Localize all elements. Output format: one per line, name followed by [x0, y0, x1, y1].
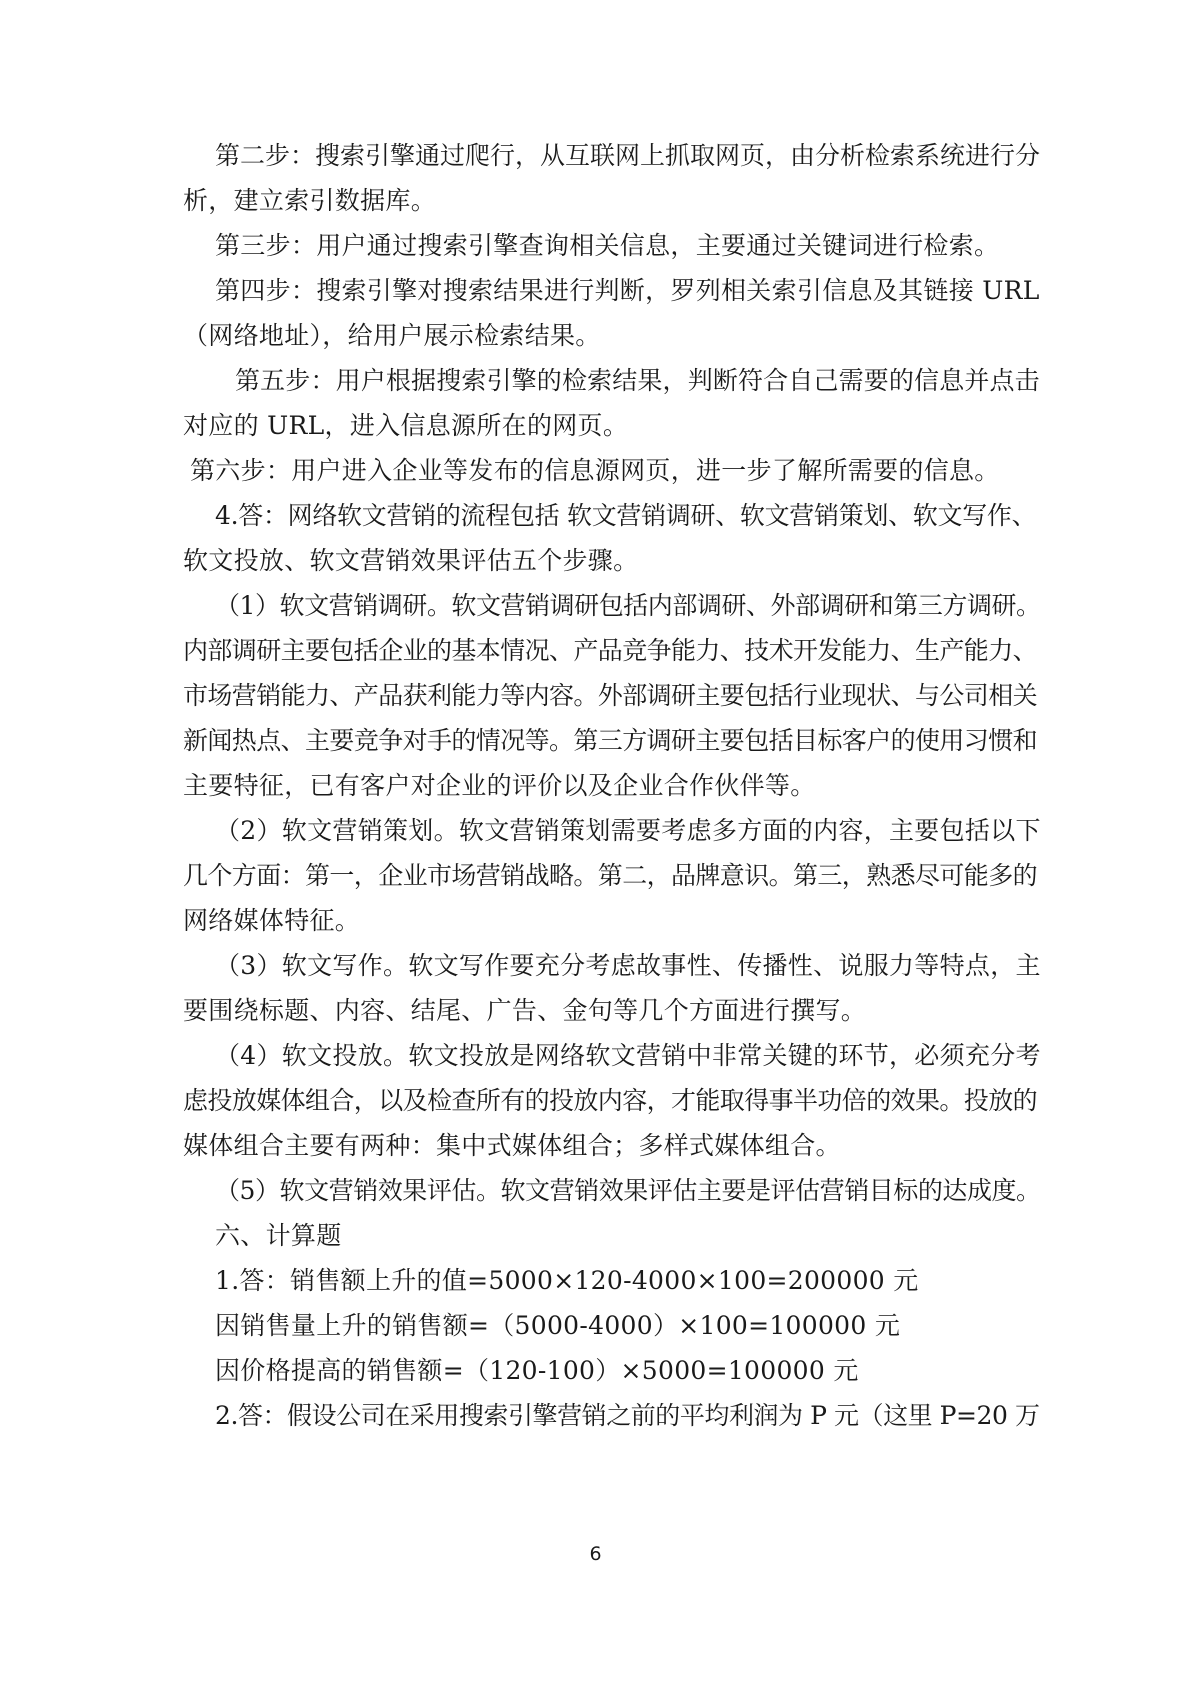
text-line: 几个方面：第一，企业市场营销战略。第二，品牌意识。第三，熟悉尽可能多的: [183, 861, 1038, 890]
text-line: 因价格提高的销售额=（120-100）×5000=100000 元: [215, 1356, 859, 1385]
text-line: 第五步：用户根据搜索引擎的检索结果，判断符合自己需要的信息并点击: [235, 366, 1040, 395]
text-line: （网络地址），给用户展示检索结果。: [183, 321, 601, 350]
text-line: 软文投放、软文营销效果评估五个步骤。: [183, 546, 639, 575]
text-line: 新闻热点、主要竞争对手的情况等。第三方调研主要包括目标客户的使用习惯和: [183, 726, 1038, 755]
text-line: 媒体组合主要有两种：集中式媒体组合；多样式媒体组合。: [183, 1131, 841, 1160]
text-line: （2）软文营销策划。软文营销策划需要考虑多方面的内容，主要包括以下: [215, 816, 1041, 845]
section-heading: 六、计算题: [215, 1221, 342, 1250]
text-line: 第四步：搜索引擎对搜索结果进行判断，罗列相关索引信息及其链接 URL: [215, 276, 1040, 305]
text-line: 主要特征，已有客户对企业的评价以及企业合作伙伴等。: [183, 771, 816, 800]
text-line: 市场营销能力、产品获利能力等内容。外部调研主要包括行业现状、与公司相关: [183, 681, 1038, 710]
text-line: 2.答：假设公司在采用搜索引擎营销之前的平均利润为 P 元（这里 P=20 万: [215, 1401, 1040, 1430]
text-line: 对应的 URL，进入信息源所在的网页。: [183, 411, 629, 440]
text-line: 4.答：网络软文营销的流程包括 软文营销调研、软文营销策划、软文写作、: [215, 501, 1037, 530]
text-line: （4）软文投放。软文投放是网络软文营销中非常关键的环节，必须充分考: [215, 1041, 1041, 1070]
text-line: （5）软文营销效果评估。软文营销效果评估主要是评估营销目标的达成度。: [215, 1176, 1041, 1205]
text-line: 网络媒体特征。: [183, 906, 361, 935]
text-line: 要围绕标题、内容、结尾、广告、金句等几个方面进行撰写。: [183, 996, 867, 1025]
page-number: 6: [589, 1543, 602, 1565]
text-line: 析，建立索引数据库。: [183, 186, 437, 215]
text-line: 第二步：搜索引擎通过爬行，从互联网上抓取网页，由分析检索系统进行分: [215, 141, 1041, 170]
text-line: 内部调研主要包括企业的基本情况、产品竞争能力、技术开发能力、生产能力、: [183, 636, 1038, 665]
text-line: （3）软文写作。软文写作要充分考虑故事性、传播性、说服力等特点，主: [215, 951, 1041, 980]
text-line: 因销售量上升的销售额=（5000-4000）×100=100000 元: [215, 1311, 901, 1340]
text-line: 1.答：销售额上升的值=5000×120-4000×100=200000 元: [215, 1266, 919, 1295]
text-line: 虑投放媒体组合，以及检查所有的投放内容，才能取得事半功倍的效果。投放的: [183, 1086, 1038, 1115]
text-line: 第六步：用户进入企业等发布的信息源网页，进一步了解所需要的信息。: [190, 456, 1000, 485]
text-line: 第三步：用户通过搜索引擎查询相关信息，主要通过关键词进行检索。: [215, 231, 1000, 260]
text-line: （1）软文营销调研。软文营销调研包括内部调研、外部调研和第三方调研。: [215, 591, 1041, 620]
